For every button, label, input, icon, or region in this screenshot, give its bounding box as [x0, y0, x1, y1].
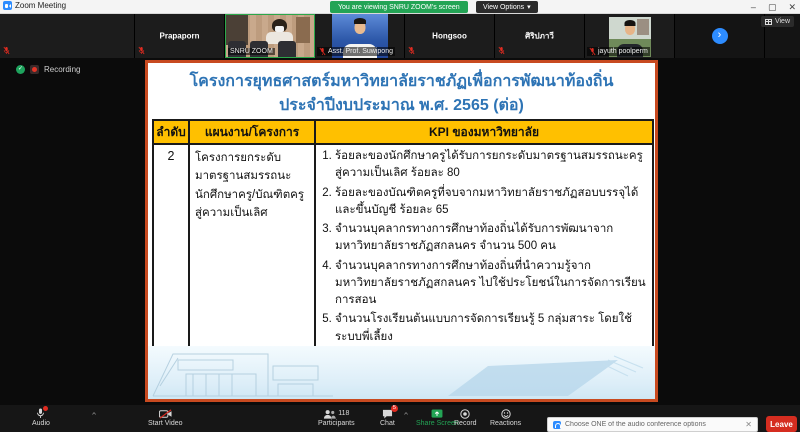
- start-video-label: Start Video: [148, 420, 183, 427]
- kpi-item: 2. ร้อยละของบัณฑิตครูที่จบจากมหาวิทยาลัยราชภัฏสอบบรรจุได้และขึ้นบัญชี ร้อยละ 65: [335, 185, 648, 220]
- app-title: Zoom Meeting: [15, 1, 67, 10]
- video-person-mask: [275, 26, 284, 32]
- photo-hair: [354, 18, 366, 24]
- record-icon: [460, 409, 470, 419]
- mic-muted-icon: [138, 46, 145, 55]
- mic-muted-icon: [3, 46, 10, 55]
- mic-muted-icon: [408, 46, 415, 55]
- window-titlebar: [0, 0, 800, 14]
- kpi-table: [152, 119, 654, 353]
- participant-name: jayuth poolperm: [598, 48, 648, 55]
- participant-tile-prapaporn[interactable]: [135, 14, 225, 58]
- header-no: ลำดับ: [153, 120, 189, 144]
- chevron-down-icon: ▾: [527, 4, 531, 11]
- participant-name: ศิริปภาวี: [525, 31, 554, 41]
- recording-icon: [30, 65, 39, 74]
- table-header-row: [153, 120, 653, 144]
- gallery-view-button[interactable]: [761, 16, 794, 27]
- audio-alert-badge: [43, 406, 48, 411]
- audio-options-caret[interactable]: ^: [92, 412, 97, 417]
- chat-badge: 5: [392, 405, 396, 411]
- share-screen-button[interactable]: [416, 408, 459, 427]
- video-thumbnail-strip: [0, 14, 800, 58]
- cell-plan: โครงการยกระดับมาตรฐานสมรรถนะนักศึกษาครู/บัณฑิตครูสู่ความเป็นเลิศ: [189, 144, 315, 352]
- photo-building: [637, 19, 649, 35]
- chat-button[interactable]: [380, 405, 396, 427]
- more-participants-tile: [675, 14, 765, 58]
- view-options-label: View Options: [483, 3, 525, 11]
- participant-name: Hongsoo: [432, 31, 467, 41]
- viewing-screen-banner: [330, 1, 468, 13]
- audio-conference-notification[interactable]: [547, 417, 758, 432]
- mic-muted-icon: [589, 47, 596, 56]
- zoom-logo-icon: [3, 1, 12, 10]
- audio-label: Audio: [32, 420, 50, 427]
- participants-icon: [323, 409, 336, 419]
- viewing-banner-text: You are viewing SNRU ZOOM's screen: [338, 3, 460, 11]
- video-room-door: [296, 17, 310, 43]
- participant-tile-siripaphawee[interactable]: [495, 14, 585, 58]
- notification-text: Choose ONE of the audio conference options: [565, 421, 706, 428]
- next-participants-button[interactable]: ›: [712, 28, 728, 44]
- shared-screen-stage: [0, 58, 800, 405]
- share-screen-label: Share Screen: [416, 420, 459, 427]
- presentation-slide: [145, 60, 658, 402]
- header-kpi: KPI ของมหาวิทยาลัย: [315, 120, 653, 144]
- window-controls: [751, 0, 796, 14]
- table-row: [153, 144, 653, 352]
- chat-label: Chat: [380, 420, 395, 427]
- participants-options-caret[interactable]: ^: [404, 412, 409, 417]
- participant-name-label: [317, 47, 395, 56]
- mic-muted-icon: [498, 46, 505, 55]
- participant-tile-unnamed[interactable]: [0, 14, 135, 58]
- participant-name: Prapaporn: [159, 31, 200, 41]
- view-options-button[interactable]: [476, 1, 538, 13]
- participant-tile-suwipong[interactable]: [315, 14, 405, 58]
- cell-kpis: [315, 144, 653, 352]
- recording-label: Recording: [44, 65, 81, 74]
- share-screen-icon: [431, 409, 443, 419]
- camera-off-icon: [159, 409, 172, 419]
- meeting-toolbar: [0, 405, 800, 432]
- app-title-group: [3, 1, 66, 10]
- reactions-button[interactable]: [490, 408, 521, 427]
- kpi-item: 3. จำนวนบุคลากรทางการศึกษาท้องถิ่นได้รับการพัฒนาจากมหาวิทยาลัยราชภัฏสกลนคร จำนวน 500 คน: [335, 221, 648, 256]
- view-button-label: View: [774, 18, 790, 25]
- participant-tile-hongsoo[interactable]: [405, 14, 495, 58]
- kpi-item: 5. จำนวนโรงเรียนต้นแบบการจัดการเรียนรู้ 5 กลุ่มสาระ โดยใช้ระบบพี่เลี้ยง: [335, 311, 648, 346]
- kpi-list: [335, 148, 648, 346]
- audio-button[interactable]: [32, 408, 50, 427]
- participant-name: SNRU ZOOM: [230, 48, 273, 55]
- kpi-item: 1. ร้อยละของนักศึกษาครูได้รับการยกระดับมาตรฐานสมรรถนะครูสู่ความเป็นเลิศ ร้อยละ 80: [335, 148, 648, 183]
- close-button[interactable]: ✕: [788, 1, 796, 12]
- meeting-status-indicators: [16, 65, 80, 74]
- cell-row-number: 2: [153, 144, 189, 352]
- participants-label: Participants: [318, 420, 355, 427]
- participants-count: 118: [338, 410, 350, 417]
- participant-tile-snru-zoom-active[interactable]: [225, 14, 315, 58]
- slide-title-line2: ประจำปีงบประมาณ พ.ศ. 2565 (ต่อ): [279, 97, 524, 114]
- reactions-icon: [501, 409, 511, 419]
- participants-button[interactable]: [318, 408, 355, 427]
- grid-view-icon: [765, 19, 772, 25]
- record-label: Record: [454, 420, 477, 427]
- header-plan: แผนงาน/โครงการ: [189, 120, 315, 144]
- slide-footer-watermark: [148, 346, 655, 399]
- leave-button[interactable]: Leave: [766, 416, 797, 432]
- video-chair: [278, 41, 296, 57]
- mic-muted-icon: [319, 47, 326, 56]
- participant-tile-jayuth[interactable]: [585, 14, 675, 58]
- reactions-label: Reactions: [490, 420, 522, 427]
- participant-name-label: [228, 48, 275, 55]
- slide-title: [148, 70, 655, 118]
- participant-name: Asst. Prof. Suwipong: [328, 48, 393, 55]
- minimize-button[interactable]: –: [750, 2, 756, 12]
- headset-icon: [553, 421, 561, 429]
- slide-title-line1: โครงการยุทธศาสตร์มหาวิทยาลัยราชภัฏเพื่อการพัฒนาท้องถิ่น: [189, 73, 614, 90]
- participant-name-label: [587, 47, 650, 56]
- photo-hair: [624, 20, 635, 26]
- building-sketch-art: [148, 346, 655, 399]
- kpi-item: 4. จำนวนบุคลากรทางการศึกษาท้องถิ่นที่นำความรู้จากมหาวิทยาลัยราชภัฏสกลนคร ไปใช้ประโยชน์ในการจัดการเรียนการสอน: [335, 258, 648, 310]
- start-video-button[interactable]: [148, 408, 183, 427]
- encryption-shield-icon: ✓: [17, 66, 24, 72]
- record-button[interactable]: [454, 408, 477, 427]
- notification-close-icon[interactable]: ✕: [745, 420, 752, 429]
- maximize-button[interactable]: ▢: [767, 1, 777, 12]
